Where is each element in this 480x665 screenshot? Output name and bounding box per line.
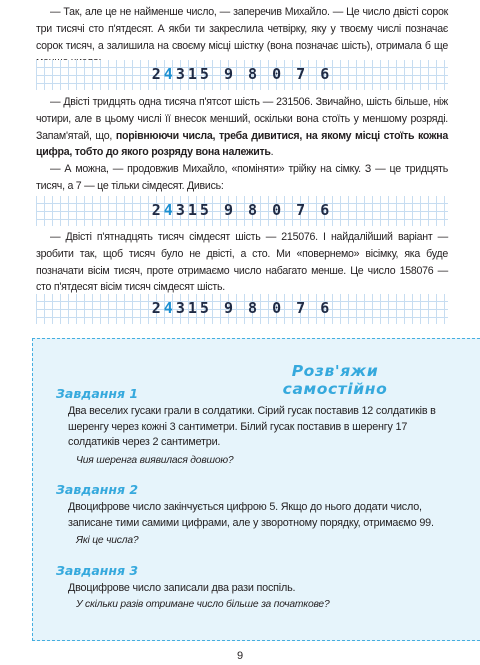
digit-marked: 4 (163, 299, 176, 317)
exercise-box-title: Розв'яжи самостійно (282, 362, 388, 398)
task-3-label: Завдання 3 (56, 563, 139, 578)
digit-grid-1 (36, 60, 448, 90)
digit-rest: 315 9 8 0 7 6 (175, 201, 333, 219)
task-3-text: Двоцифрове число записали два рази поспіль. (68, 582, 296, 594)
digit-first: 2 (151, 65, 164, 83)
task-2-question: Які це числа? (76, 535, 139, 546)
digit-rest: 315 9 8 0 7 6 (175, 65, 333, 83)
paragraph-3: — А можна, — продовжив Михайло, «поміняти» трійку на сімку. З — це тридцять тисяч, а 7 — це тільки сімдесят. Дивись: (36, 163, 448, 192)
paragraph-2-rule: порівнюючи числа, треба дивитися, на якому місці стоїть кожна цифра, тобто до якого розряду вона належить (36, 129, 449, 159)
task-1-text: Два веселих гусаки грали в солдатики. Сірий гусак поставив 12 солдатиків в шеренгу через кожні 3 сантиметри. Білий гусак поставив в шеренгу 17 солдатиків через 2 сантиметри. (68, 405, 436, 448)
paragraph-4: — Двісті п'ятнадцять тисяч сімдесят шість — 215076. І найдалійший варіант — зробити так, щоб тисяч було не двісті, а сто. Ми «повернемо» вісімку, яка буде позначати вісім тисяч, проте отримаємо число набагато менше. Це число 158076 — сто п'ятдесят вісім тисяч сімдесят шість. (36, 231, 448, 294)
task-3-question: У скільки разів отримане число більше за початкове? (76, 599, 330, 610)
digit-marked: 4 (163, 65, 176, 83)
digit-marked: 4 (163, 201, 176, 219)
page-number: 9 (236, 650, 244, 662)
paragraph-2-end: . (270, 146, 274, 159)
task-1-label: Завдання 1 (56, 386, 139, 401)
digit-row-2 (36, 201, 448, 219)
task-1-question: Чия шеренга виявилася довшою? (76, 455, 234, 466)
digit-row-3 (36, 299, 448, 317)
paragraph-2-lead: — Двісті тридцять одна тисяча п'ятсот шість — 231506. Звичайно, шість більше, ніж чотири, але в цьому числі її внесок менший, оскільки вона стоїть у меншому розряді. Запам'ятай, що, (36, 96, 448, 142)
digit-first: 2 (151, 299, 164, 317)
digit-grid-3 (36, 294, 448, 324)
paragraph-1: — Так, але це не найменше число, — заперечив Михайло. — Це число двісті сорок три тисячі сто п'ятдесят. А якби ти закреслила четвірку, яку у твоєму числі позначає сорок тисяч, а залишила на своєму місці шістку (вона позначає шість), отримала б ще (36, 6, 448, 52)
digit-row-1 (36, 65, 448, 83)
task-2-text: Двоцифрове число закінчується цифрою 5. Якщо до нього додати число, записане тими самими цифрами, але у зворотному порядку, отримаємо 99. (68, 501, 434, 529)
digit-rest: 315 9 8 0 7 6 (175, 299, 333, 317)
paragraph-2 (36, 94, 448, 161)
digit-grid-2 (36, 196, 448, 226)
task-2-label: Завдання 2 (56, 482, 139, 497)
digit-first: 2 (151, 201, 164, 219)
